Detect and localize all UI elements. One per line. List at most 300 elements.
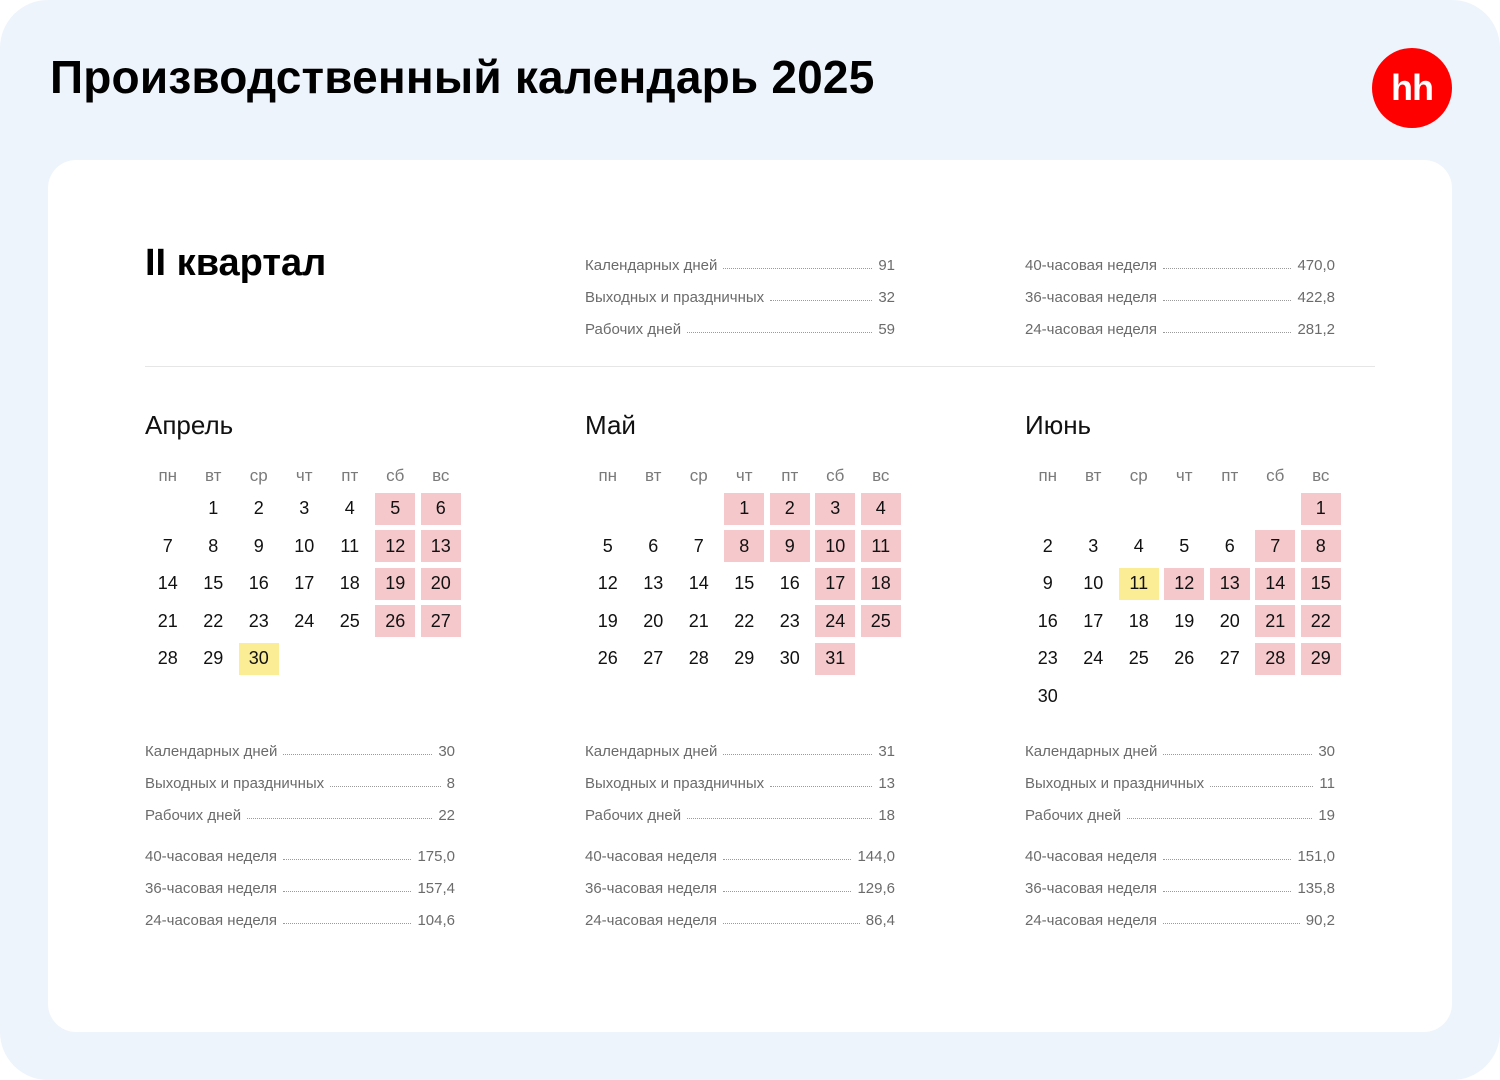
day-number: 2 xyxy=(1042,535,1053,556)
day-cell xyxy=(191,640,237,678)
stat-row xyxy=(145,897,455,929)
stat-value: 31 xyxy=(878,743,895,760)
day-number: 20 xyxy=(421,568,461,600)
hh-logo: hh xyxy=(1372,48,1452,128)
day-cell-empty xyxy=(1207,678,1253,716)
day-cell-holiday xyxy=(858,490,904,528)
day-cell-holiday xyxy=(767,490,813,528)
day-number: 24 xyxy=(294,610,315,631)
stat-row xyxy=(585,274,895,306)
day-cell-holiday xyxy=(1207,565,1253,603)
stat-label: Выходных и праздничных xyxy=(585,289,765,306)
dot-leader xyxy=(723,859,851,860)
day-cell xyxy=(282,528,328,566)
dot-leader xyxy=(1163,300,1291,301)
stat-label: 36-часовая неделя xyxy=(145,880,278,897)
week-row xyxy=(585,603,905,641)
day-number: 23 xyxy=(1037,648,1058,669)
day-cell-short xyxy=(236,640,282,678)
day-number: 21 xyxy=(157,610,178,631)
day-cell-holiday xyxy=(373,490,419,528)
day-number: 26 xyxy=(597,648,618,669)
stat-row xyxy=(1025,274,1335,306)
day-number: 28 xyxy=(688,648,709,669)
stat-label: 40-часовая неделя xyxy=(1025,848,1158,865)
weekday-label: ср xyxy=(1129,466,1148,485)
day-cell-holiday xyxy=(1253,640,1299,678)
dot-leader xyxy=(330,786,441,787)
stat-row xyxy=(1025,792,1335,824)
day-cell-holiday xyxy=(858,603,904,641)
day-cell-empty xyxy=(676,490,722,528)
day-cell-holiday xyxy=(373,565,419,603)
stat-row xyxy=(145,833,455,865)
stat-value: 151,0 xyxy=(1297,848,1335,865)
day-number: 1 xyxy=(724,493,764,525)
dot-leader xyxy=(247,818,432,819)
divider xyxy=(145,366,1375,367)
weekday-label: пт xyxy=(1221,466,1239,485)
day-cell xyxy=(767,603,813,641)
stat-value: 281,2 xyxy=(1297,321,1335,338)
weekday-label: чт xyxy=(295,466,313,485)
day-cell xyxy=(236,603,282,641)
day-cell xyxy=(236,565,282,603)
day-number: 12 xyxy=(375,530,415,562)
week-row xyxy=(1025,528,1345,566)
day-cell xyxy=(1025,678,1071,716)
day-cell-empty xyxy=(1025,490,1071,528)
day-cell xyxy=(676,565,722,603)
day-cell-holiday xyxy=(813,528,859,566)
day-number: 7 xyxy=(1255,530,1295,562)
day-number: 20 xyxy=(643,610,664,631)
week-row xyxy=(1025,603,1345,641)
day-cell-holiday xyxy=(858,565,904,603)
day-cell xyxy=(236,528,282,566)
stat-label: 40-часовая неделя xyxy=(1025,257,1158,274)
day-cell-empty xyxy=(1298,678,1344,716)
day-number: 17 xyxy=(815,568,855,600)
stat-value: 11 xyxy=(1319,775,1335,792)
stat-row xyxy=(585,897,895,929)
day-cell xyxy=(1162,603,1208,641)
day-number: 25 xyxy=(1128,648,1149,669)
dot-leader xyxy=(1127,818,1312,819)
day-cell-empty xyxy=(418,640,464,678)
weekday-label: вс xyxy=(872,466,890,485)
stat-label: 36-часовая неделя xyxy=(1025,880,1158,897)
stat-value: 30 xyxy=(438,743,455,760)
day-cell xyxy=(327,603,373,641)
day-cell xyxy=(282,603,328,641)
day-cell xyxy=(631,565,677,603)
week-row xyxy=(1025,678,1345,716)
day-number: 9 xyxy=(1042,573,1053,594)
day-cell-empty xyxy=(1253,678,1299,716)
stat-value: 135,8 xyxy=(1297,880,1335,897)
week-row xyxy=(1025,565,1345,603)
day-cell xyxy=(1071,528,1117,566)
stat-row xyxy=(585,792,895,824)
weekday-label: сб xyxy=(826,466,845,485)
day-cell-holiday xyxy=(373,603,419,641)
dot-leader xyxy=(1163,923,1300,924)
day-number: 11 xyxy=(1119,568,1159,600)
day-number: 6 xyxy=(1224,535,1235,556)
stat-value: 32 xyxy=(878,289,895,306)
day-number: 21 xyxy=(688,610,709,631)
day-cell xyxy=(236,490,282,528)
day-number: 4 xyxy=(861,493,901,525)
stat-row xyxy=(1025,833,1335,865)
day-number: 29 xyxy=(734,648,755,669)
stat-label: 36-часовая неделя xyxy=(1025,289,1158,306)
day-cell xyxy=(282,490,328,528)
day-number: 6 xyxy=(648,535,659,556)
month-title: Май xyxy=(585,410,636,440)
day-number: 18 xyxy=(1128,610,1149,631)
stat-value: 22 xyxy=(438,807,455,824)
day-cell-holiday xyxy=(767,528,813,566)
day-number: 20 xyxy=(1219,610,1240,631)
day-cell-empty xyxy=(1071,490,1117,528)
dot-leader xyxy=(770,786,872,787)
day-cell xyxy=(767,565,813,603)
weekday-label: сб xyxy=(1266,466,1285,485)
month-hours-stats xyxy=(145,833,455,929)
quarter-hours-stats xyxy=(1025,242,1335,338)
day-number: 1 xyxy=(208,498,219,519)
day-number: 16 xyxy=(248,573,269,594)
day-cell xyxy=(1207,528,1253,566)
day-number: 2 xyxy=(770,493,810,525)
day-cell xyxy=(631,528,677,566)
stat-row xyxy=(1025,865,1335,897)
day-number: 13 xyxy=(421,530,461,562)
day-cell-holiday xyxy=(373,528,419,566)
day-number: 29 xyxy=(203,648,224,669)
stat-value: 19 xyxy=(1318,807,1335,824)
day-cell-holiday xyxy=(1253,565,1299,603)
stat-row xyxy=(145,792,455,824)
day-cell xyxy=(1162,528,1208,566)
weekday-label: ср xyxy=(249,466,268,485)
day-cell-empty xyxy=(327,640,373,678)
day-number: 31 xyxy=(815,643,855,675)
day-number: 27 xyxy=(1219,648,1240,669)
day-number: 16 xyxy=(1037,610,1058,631)
day-number: 12 xyxy=(1164,568,1204,600)
stat-value: 18 xyxy=(878,807,895,824)
day-number: 27 xyxy=(421,605,461,637)
weekday-label: пт xyxy=(341,466,359,485)
day-number: 15 xyxy=(1301,568,1341,600)
stat-row xyxy=(585,833,895,865)
weekday-header xyxy=(1025,462,1345,490)
stat-row xyxy=(145,728,455,760)
month-days-stats xyxy=(1025,728,1335,824)
day-cell xyxy=(1025,528,1071,566)
stat-value: 104,6 xyxy=(417,912,455,929)
stat-label: Календарных дней xyxy=(585,257,718,274)
day-number: 4 xyxy=(344,498,355,519)
month-title: Апрель xyxy=(145,410,234,440)
month-days-stats xyxy=(145,728,455,824)
day-cell-empty xyxy=(1253,490,1299,528)
day-number: 3 xyxy=(815,493,855,525)
dot-leader xyxy=(1163,754,1312,755)
stat-label: Выходных и праздничных xyxy=(1025,775,1205,792)
dot-leader xyxy=(723,891,851,892)
stat-label: Выходных и праздничных xyxy=(585,775,765,792)
page-title: Производственный календарь 2025 xyxy=(50,51,875,103)
day-cell xyxy=(1162,640,1208,678)
day-cell xyxy=(1025,640,1071,678)
day-cell xyxy=(676,528,722,566)
weekday-label: сб xyxy=(386,466,405,485)
day-number: 17 xyxy=(1083,610,1104,631)
day-cell xyxy=(1071,603,1117,641)
day-number: 11 xyxy=(861,530,901,562)
day-cell xyxy=(631,603,677,641)
month-stats xyxy=(145,728,455,929)
day-number: 11 xyxy=(340,535,360,556)
day-cell-holiday xyxy=(418,528,464,566)
month-grid xyxy=(585,462,905,678)
quarter-title: II квартал xyxy=(145,242,327,284)
weekday-label: пн xyxy=(598,466,618,485)
stat-value: 157,4 xyxy=(417,880,455,897)
day-cell xyxy=(585,603,631,641)
day-cell xyxy=(767,640,813,678)
day-cell xyxy=(191,490,237,528)
day-number: 23 xyxy=(248,610,269,631)
day-cell xyxy=(191,565,237,603)
day-number: 24 xyxy=(1083,648,1104,669)
day-number: 3 xyxy=(299,498,310,519)
month-title: Июнь xyxy=(1025,410,1092,440)
weekday-label: вт xyxy=(205,466,222,485)
day-cell-holiday xyxy=(813,490,859,528)
stat-value: 59 xyxy=(878,321,895,338)
stat-value: 470,0 xyxy=(1297,257,1335,274)
day-number: 5 xyxy=(602,535,613,556)
stat-value: 8 xyxy=(446,775,455,792)
stat-row xyxy=(145,760,455,792)
day-cell-holiday xyxy=(1298,565,1344,603)
stat-row xyxy=(145,865,455,897)
dot-leader xyxy=(1163,268,1291,269)
dot-leader xyxy=(723,754,872,755)
day-number: 14 xyxy=(1255,568,1295,600)
month-hours-stats xyxy=(1025,833,1335,929)
stat-label: Выходных и праздничных xyxy=(145,775,325,792)
weekday-label: вт xyxy=(1085,466,1102,485)
month-calendar xyxy=(145,410,465,678)
stat-row xyxy=(1025,242,1335,274)
stat-label: Рабочих дней xyxy=(145,807,242,824)
day-cell-empty xyxy=(585,490,631,528)
day-cell xyxy=(1207,603,1253,641)
stat-label: 40-часовая неделя xyxy=(145,848,278,865)
day-number: 19 xyxy=(597,610,618,631)
day-number: 25 xyxy=(861,605,901,637)
quarter-card xyxy=(48,160,1452,1032)
month-stats xyxy=(585,728,895,929)
week-row xyxy=(1025,640,1345,678)
day-number: 5 xyxy=(375,493,415,525)
day-cell-empty xyxy=(1162,490,1208,528)
day-number: 10 xyxy=(815,530,855,562)
weekday-label: ср xyxy=(689,466,708,485)
day-number: 27 xyxy=(643,648,664,669)
day-number: 22 xyxy=(1301,605,1341,637)
day-cell xyxy=(676,603,722,641)
weekday-label: чт xyxy=(1175,466,1193,485)
day-cell xyxy=(145,565,191,603)
day-number: 1 xyxy=(1301,493,1341,525)
stat-label: Календарных дней xyxy=(145,743,278,760)
day-number: 19 xyxy=(1174,610,1195,631)
stat-row xyxy=(585,306,895,338)
dot-leader xyxy=(770,300,872,301)
stat-row xyxy=(585,865,895,897)
day-cell-holiday xyxy=(418,490,464,528)
stat-value: 13 xyxy=(878,775,895,792)
day-number: 8 xyxy=(1301,530,1341,562)
dot-leader xyxy=(283,859,411,860)
day-cell xyxy=(145,603,191,641)
stat-label: 24-часовая неделя xyxy=(145,912,278,929)
day-number: 6 xyxy=(421,493,461,525)
day-cell xyxy=(1116,640,1162,678)
stat-value: 91 xyxy=(878,257,895,274)
stat-label: 24-часовая неделя xyxy=(1025,321,1158,338)
dot-leader xyxy=(687,332,872,333)
dot-leader xyxy=(1163,332,1291,333)
week-row xyxy=(585,528,905,566)
stat-label: Рабочих дней xyxy=(1025,807,1122,824)
week-row xyxy=(145,603,465,641)
day-number: 30 xyxy=(239,643,279,675)
day-number: 14 xyxy=(157,573,178,594)
dot-leader xyxy=(687,818,872,819)
day-number: 26 xyxy=(375,605,415,637)
day-number: 21 xyxy=(1255,605,1295,637)
day-number: 16 xyxy=(779,573,800,594)
day-cell-holiday xyxy=(418,565,464,603)
day-cell-holiday xyxy=(1253,603,1299,641)
day-cell xyxy=(1025,603,1071,641)
month-grid xyxy=(1025,462,1345,715)
day-number: 2 xyxy=(253,498,264,519)
day-cell-empty xyxy=(282,640,328,678)
day-cell-holiday xyxy=(1298,528,1344,566)
day-number: 24 xyxy=(815,605,855,637)
day-cell-empty xyxy=(1116,678,1162,716)
day-cell xyxy=(1116,603,1162,641)
day-cell xyxy=(722,640,768,678)
day-cell-empty xyxy=(1071,678,1117,716)
dot-leader xyxy=(1163,859,1291,860)
day-number: 8 xyxy=(724,530,764,562)
day-cell xyxy=(631,640,677,678)
stat-value: 422,8 xyxy=(1297,289,1335,306)
week-row xyxy=(585,640,905,678)
stat-row xyxy=(1025,760,1335,792)
month-hours-stats xyxy=(585,833,895,929)
day-number: 7 xyxy=(693,535,704,556)
day-cell-holiday xyxy=(1298,603,1344,641)
week-row xyxy=(145,565,465,603)
dot-leader xyxy=(723,923,860,924)
day-cell xyxy=(585,528,631,566)
week-row xyxy=(145,640,465,678)
weekday-header xyxy=(145,462,465,490)
week-row xyxy=(1025,490,1345,528)
day-number: 7 xyxy=(162,535,173,556)
week-row xyxy=(585,565,905,603)
day-number: 22 xyxy=(203,610,224,631)
weekday-label: вс xyxy=(432,466,450,485)
week-row xyxy=(585,490,905,528)
day-cell xyxy=(585,565,631,603)
stat-value: 144,0 xyxy=(857,848,895,865)
quarter-days-stats xyxy=(585,242,895,338)
stat-row xyxy=(1025,728,1335,760)
day-number: 18 xyxy=(339,573,360,594)
dot-leader xyxy=(723,268,872,269)
day-cell-short xyxy=(1116,565,1162,603)
month-grid xyxy=(145,462,465,678)
weekday-label: чт xyxy=(735,466,753,485)
day-cell-empty xyxy=(1162,678,1208,716)
day-cell-holiday xyxy=(1298,490,1344,528)
stat-row xyxy=(585,728,895,760)
weekday-label: пт xyxy=(781,466,799,485)
day-cell-empty xyxy=(1207,490,1253,528)
day-number: 15 xyxy=(734,573,755,594)
day-cell-holiday xyxy=(1162,565,1208,603)
day-number: 4 xyxy=(1133,535,1144,556)
day-cell xyxy=(191,603,237,641)
day-cell-empty xyxy=(373,640,419,678)
day-number: 28 xyxy=(1255,643,1295,675)
day-number: 9 xyxy=(253,535,264,556)
stat-label: 36-часовая неделя xyxy=(585,880,718,897)
month-calendar xyxy=(1025,410,1345,715)
day-cell-empty xyxy=(1116,490,1162,528)
stat-row xyxy=(585,242,895,274)
day-cell-holiday xyxy=(1298,640,1344,678)
stat-label: 24-часовая неделя xyxy=(585,912,718,929)
day-cell xyxy=(1071,640,1117,678)
day-cell-empty xyxy=(145,490,191,528)
day-number: 26 xyxy=(1174,648,1195,669)
day-cell xyxy=(327,528,373,566)
day-number: 14 xyxy=(688,573,709,594)
dot-leader xyxy=(283,923,411,924)
day-number: 30 xyxy=(1037,685,1058,706)
dot-leader xyxy=(1163,891,1291,892)
stat-label: Календарных дней xyxy=(585,743,718,760)
stat-label: 40-часовая неделя xyxy=(585,848,718,865)
day-number: 15 xyxy=(203,573,224,594)
month-calendar xyxy=(585,410,905,678)
stat-value: 90,2 xyxy=(1305,912,1335,929)
day-cell-holiday xyxy=(722,490,768,528)
